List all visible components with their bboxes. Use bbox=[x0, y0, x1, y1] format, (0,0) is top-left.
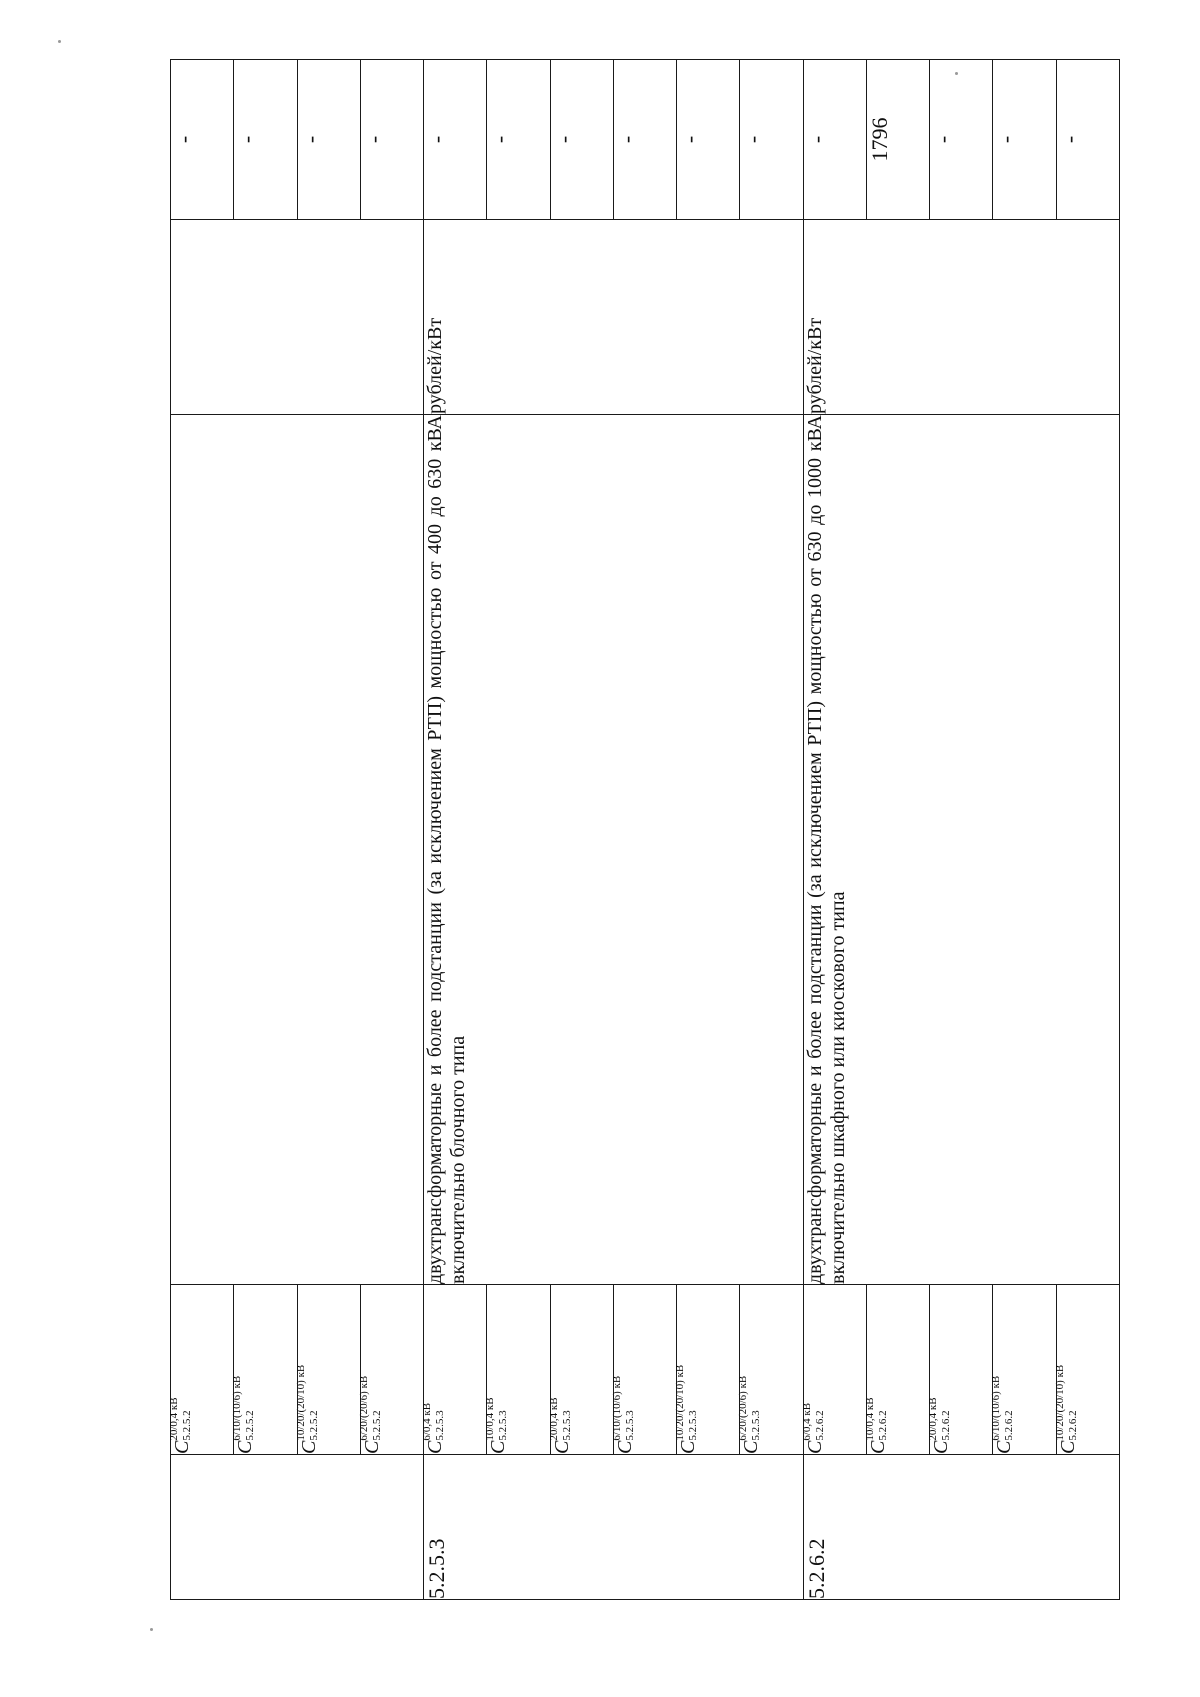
rate-item-subscript: 5.2.5.2 bbox=[370, 1410, 383, 1441]
rate-symbol-index bbox=[863, 1397, 889, 1441]
rate-symbol bbox=[927, 1285, 993, 1455]
rate-voltage-superscript: 6/10/(10/6) кВ bbox=[990, 1375, 1003, 1441]
rate-symbol bbox=[990, 1285, 1056, 1455]
rate-symbol bbox=[294, 1285, 360, 1455]
rate-value: - bbox=[993, 60, 1056, 220]
rate-value: - bbox=[487, 60, 550, 220]
rate-symbol-index bbox=[674, 1364, 700, 1441]
rate-voltage-superscript: 10/20/(20/10) кВ bbox=[674, 1364, 687, 1441]
item-description bbox=[171, 415, 424, 1285]
rate-voltage-superscript: 6/20/(20/6) кВ bbox=[357, 1375, 370, 1441]
rate-value: - bbox=[550, 60, 613, 220]
rate-symbol-index bbox=[610, 1375, 636, 1441]
rate-symbol-index bbox=[737, 1375, 763, 1441]
rate-symbol-letter: C bbox=[930, 1440, 953, 1454]
item-description: двухтрансформаторные и более подстанции (за исключением РТП) мощностью от 630 до 1000 кВА включительно шкафного или киоскового типа bbox=[803, 415, 1119, 1285]
item-unit: рублей/кВт bbox=[803, 220, 1119, 415]
rate-item-subscript: 5.2.6.2 bbox=[940, 1410, 953, 1441]
rate-item-subscript: 5.2.5.2 bbox=[181, 1410, 193, 1441]
rate-item-subscript: 5.2.5.3 bbox=[560, 1410, 573, 1441]
table-row bbox=[424, 60, 487, 1600]
rate-voltage-superscript: 10/0,4 кВ bbox=[863, 1397, 876, 1441]
rotated-table-wrapper bbox=[170, 60, 1120, 1600]
rate-item-subscript: 5.2.5.3 bbox=[687, 1410, 700, 1441]
rate-symbol-letter: C bbox=[740, 1440, 763, 1454]
table-row bbox=[171, 60, 234, 1600]
rate-symbol-letter: C bbox=[297, 1440, 320, 1454]
rate-symbol-index bbox=[800, 1402, 826, 1441]
rate-value: - bbox=[171, 60, 234, 220]
tariff-table bbox=[170, 59, 1120, 1600]
rate-symbol-letter: C bbox=[803, 1440, 826, 1454]
rate-item-subscript: 5.2.6.2 bbox=[813, 1410, 826, 1441]
rate-voltage-superscript: 6/0,4 кВ bbox=[800, 1402, 813, 1441]
rate-symbol-letter: C bbox=[234, 1440, 257, 1454]
rate-voltage-superscript: 10/20/(20/10) кВ bbox=[294, 1364, 307, 1441]
rate-value: - bbox=[740, 60, 803, 220]
rate-voltage-superscript: 10/20/(20/10) кВ bbox=[1053, 1364, 1066, 1441]
rate-item-subscript: 5.2.5.2 bbox=[244, 1410, 257, 1441]
item-unit: рублей/кВт bbox=[424, 220, 804, 415]
rate-value: 1796 bbox=[866, 60, 929, 220]
rate-symbol-index bbox=[484, 1397, 510, 1441]
rate-symbol-letter: C bbox=[677, 1440, 700, 1454]
rate-voltage-superscript: 20/0,4 кВ bbox=[168, 1397, 180, 1441]
rate-voltage-superscript: 6/10/(10/6) кВ bbox=[610, 1375, 623, 1441]
rate-value: - bbox=[360, 60, 423, 220]
rate-symbol bbox=[547, 1285, 613, 1455]
rate-symbol bbox=[674, 1285, 740, 1455]
rate-item-subscript: 5.2.5.2 bbox=[307, 1410, 320, 1441]
scan-speck bbox=[955, 72, 958, 75]
rate-voltage-superscript: 20/0,4 кВ bbox=[547, 1397, 560, 1441]
rate-symbol-index bbox=[927, 1397, 953, 1441]
rate-symbol-index bbox=[547, 1397, 573, 1441]
rate-symbol-letter: C bbox=[613, 1440, 636, 1454]
tariff-table-body bbox=[168, 60, 1120, 1600]
rate-voltage-superscript: 10/0,4 кВ bbox=[484, 1397, 497, 1441]
rate-symbol-letter: C bbox=[424, 1440, 447, 1454]
rate-value: - bbox=[930, 60, 993, 220]
rate-value: - bbox=[677, 60, 740, 220]
item-code: 5.2.6.2 bbox=[803, 1455, 1119, 1600]
rate-item-subscript: 5.2.5.3 bbox=[750, 1410, 763, 1441]
rate-symbol-index bbox=[1053, 1364, 1079, 1441]
rate-item-subscript: 5.2.6.2 bbox=[1066, 1410, 1079, 1441]
rate-symbol-letter: C bbox=[550, 1440, 573, 1454]
rate-symbol bbox=[357, 1285, 423, 1455]
rate-voltage-superscript: 6/10/(10/6) кВ bbox=[231, 1375, 244, 1441]
rate-voltage-superscript: 6/0,4 кВ bbox=[421, 1402, 434, 1441]
rate-item-subscript: 5.2.5.3 bbox=[434, 1410, 447, 1441]
rate-value: - bbox=[803, 60, 866, 220]
rate-item-subscript: 5.2.5.3 bbox=[623, 1410, 636, 1441]
table-row bbox=[803, 60, 866, 1600]
rate-voltage-superscript: 20/0,4 кВ bbox=[927, 1397, 940, 1441]
item-description: двухтрансформаторные и более подстанции (за исключением РТП) мощностью от 400 до 630 кВА включительно блочного типа bbox=[424, 415, 804, 1285]
rate-symbol-letter: C bbox=[360, 1440, 383, 1454]
rate-symbol-letter: C bbox=[171, 1440, 193, 1454]
rate-symbol-index bbox=[990, 1375, 1016, 1441]
scan-speck bbox=[58, 40, 61, 43]
rate-item-subscript: 5.2.6.2 bbox=[1003, 1410, 1016, 1441]
rate-symbol bbox=[800, 1285, 866, 1455]
rate-value: - bbox=[297, 60, 360, 220]
rate-symbol-letter: C bbox=[487, 1440, 510, 1454]
rate-symbol bbox=[168, 1285, 234, 1455]
rate-value: - bbox=[234, 60, 297, 220]
rate-value: - bbox=[1056, 60, 1119, 220]
rate-symbol-index bbox=[294, 1364, 320, 1441]
rate-symbol-index bbox=[357, 1375, 383, 1441]
rate-value: - bbox=[424, 60, 487, 220]
item-code bbox=[171, 1455, 424, 1600]
item-code: 5.2.5.3 bbox=[424, 1455, 804, 1600]
rate-voltage-superscript: 6/20/(20/6) кВ bbox=[737, 1375, 750, 1441]
rate-symbol bbox=[863, 1285, 929, 1455]
rate-symbol bbox=[1053, 1285, 1119, 1455]
rate-value: - bbox=[613, 60, 676, 220]
rate-symbol-index bbox=[231, 1375, 257, 1441]
rate-symbol bbox=[737, 1285, 803, 1455]
rate-item-subscript: 5.2.6.2 bbox=[876, 1410, 889, 1441]
rate-item-subscript: 5.2.5.3 bbox=[497, 1410, 510, 1441]
item-unit bbox=[171, 220, 424, 415]
rate-symbol bbox=[421, 1285, 487, 1455]
rate-symbol-index bbox=[421, 1402, 447, 1441]
rate-symbol-letter: C bbox=[866, 1440, 889, 1454]
rate-symbol-letter: C bbox=[1056, 1440, 1079, 1454]
rate-symbol-letter: C bbox=[993, 1440, 1016, 1454]
rate-symbol bbox=[610, 1285, 676, 1455]
rate-symbol bbox=[231, 1285, 297, 1455]
rate-symbol-index bbox=[168, 1397, 193, 1441]
scan-speck bbox=[150, 1628, 153, 1631]
rate-symbol bbox=[484, 1285, 550, 1455]
